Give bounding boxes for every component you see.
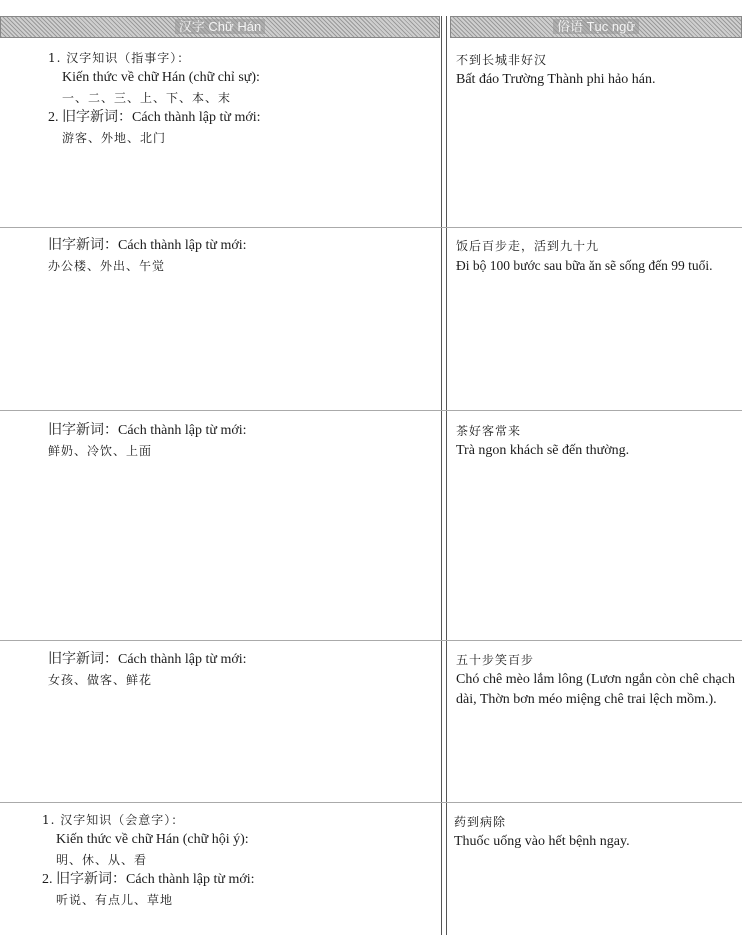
row-1-chinese-cell [48,48,433,148]
row-5-proverb-chinese: 药到病除 [454,815,507,829]
row-5-chinese-cell [42,810,432,910]
row-1-line-4: 2. 旧字新词：Cách thành lập từ mới: [48,110,261,125]
row-2-proverb-vietnamese: Đi bộ 100 bước sau bữa ăn sẽ sống đến 99 tuổi. [456,258,713,273]
row-1-line-5: 游客、外地、北门 [62,131,167,145]
row-4-line-1: 旧字新词：Cách thành lập từ mới: [48,652,247,667]
row-1-line-2: Kiến thức về chữ Hán (chữ chỉ sự): [62,70,260,85]
row-3-chinese-cell [48,421,433,461]
row-2-proverb-chinese: 饭后百步走，活到九十九 [456,239,600,253]
row-1-proverb-vietnamese: Bất đáo Trường Thành phi hảo hán. [456,72,656,87]
row-divider-4 [0,802,742,803]
header-left-label: 汉字 Chữ Hán [175,19,265,34]
row-1-line-1: 1. 汉字知识（指事字）： [48,51,191,65]
row-4-proverb-cell [456,650,738,710]
row-2-proverb-cell [456,236,742,276]
row-divider-2 [0,410,742,411]
row-5-proverb-vietnamese: Thuốc uống vào hết bệnh ngay. [454,834,630,849]
row-2-chinese-cell [48,236,433,276]
row-5-line-1: 1. 汉字知识（会意字）： [42,813,185,827]
row-3-proverb-cell [456,421,736,461]
header-proverbs [450,16,742,38]
column-divider-right [446,16,447,935]
row-1-proverb-cell [456,50,736,90]
row-4-line-2: 女孩、做客、鲜花 [48,673,153,687]
row-5-line-2: Kiến thức về chữ Hán (chữ hội ý): [56,832,249,847]
row-5-line-4: 2. 旧字新词：Cách thành lập từ mới: [42,872,255,887]
row-2-line-2: 办公楼、外出、午觉 [48,259,166,273]
row-5-proverb-cell [454,812,736,852]
row-3-proverb-vietnamese: Trà ngon khách sẽ đến thường. [456,443,630,458]
row-4-proverb-chinese: 五十步笑百步 [456,653,535,667]
row-3-line-2: 鲜奶、冷饮、上面 [48,444,153,458]
row-2-line-1: 旧字新词：Cách thành lập từ mới: [48,238,247,253]
row-4-chinese-cell [48,650,433,690]
row-3-proverb-chinese: 茶好客常来 [456,424,522,438]
row-1-proverb-chinese: 不到长城非好汉 [456,53,548,67]
row-4-proverb-vietnamese: Chó chê mèo lắm lông (Lươn ngắn còn chê chạch dài, Thờn bơn méo miệng chê trai lệch mồm.). [456,672,735,707]
row-divider-3 [0,640,742,641]
row-5-line-5: 听说、有点儿、草地 [56,893,174,907]
row-3-line-1: 旧字新词：Cách thành lập từ mới: [48,423,247,438]
header-chinese-characters [0,16,440,38]
row-1-line-3: 一、二、三、上、下、本、末 [62,91,232,105]
header-right-label: 俗语 Tục ngữ [553,19,639,34]
column-divider-left [441,16,442,935]
row-divider-1 [0,227,742,228]
row-5-line-3: 明、休、从、看 [56,853,148,867]
